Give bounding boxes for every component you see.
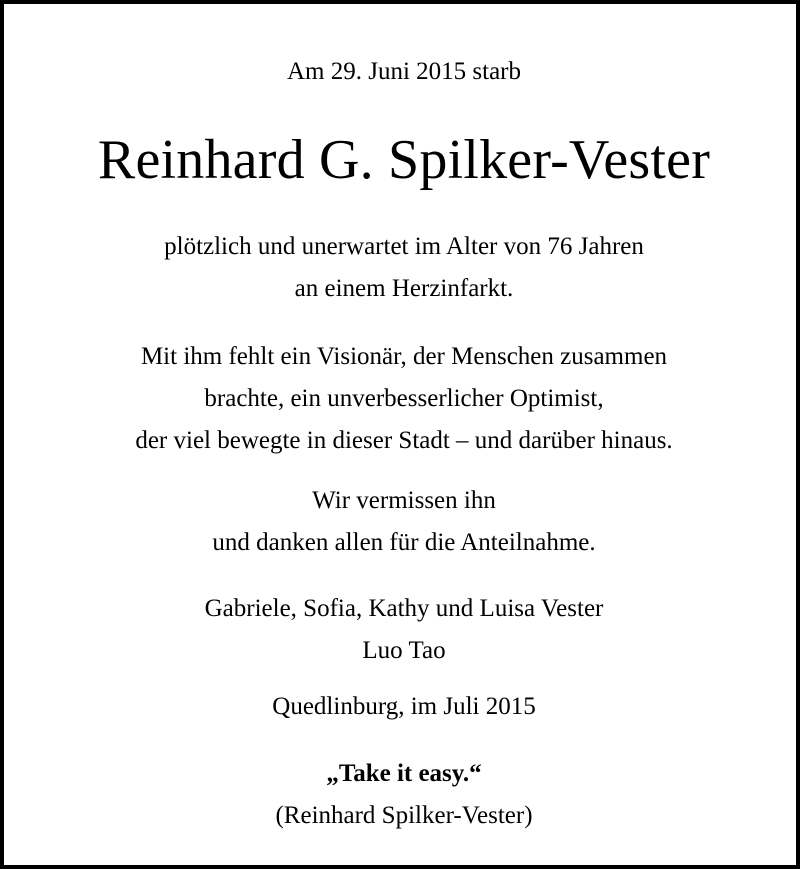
quote-author: (Reinhard Spilker-Vester) bbox=[275, 802, 533, 829]
thanks-line-2: und danken allen für die Anteilnahme. bbox=[212, 529, 596, 556]
quote: „Take it easy.“ bbox=[326, 760, 482, 787]
tribute-line-1: Mit ihm fehlt ein Visionär, der Menschen zusammen bbox=[140, 343, 668, 370]
mourners-line-1: Gabriele, Sofia, Kathy und Luisa Vester bbox=[204, 595, 604, 622]
deceased-name: Reinhard G. Spilker-Vester bbox=[97, 129, 711, 191]
circumstances-line-2: an einem Herzinfarkt. bbox=[294, 275, 514, 302]
mourners-line-2: Luo Tao bbox=[362, 637, 446, 664]
tribute-line-3: der viel bewegte in dieser Stadt – und darüber hinaus. bbox=[135, 427, 673, 454]
thanks-line-1: Wir vermissen ihn bbox=[312, 487, 496, 514]
place-date: Quedlinburg, im Juli 2015 bbox=[272, 693, 536, 720]
tribute-line-2: brachte, ein unverbesserlicher Optimist, bbox=[204, 385, 604, 412]
circumstances-line-1: plötzlich und unerwartet im Alter von 76 Jahren bbox=[164, 233, 644, 260]
death-date-line: Am 29. Juni 2015 starb bbox=[286, 58, 522, 85]
